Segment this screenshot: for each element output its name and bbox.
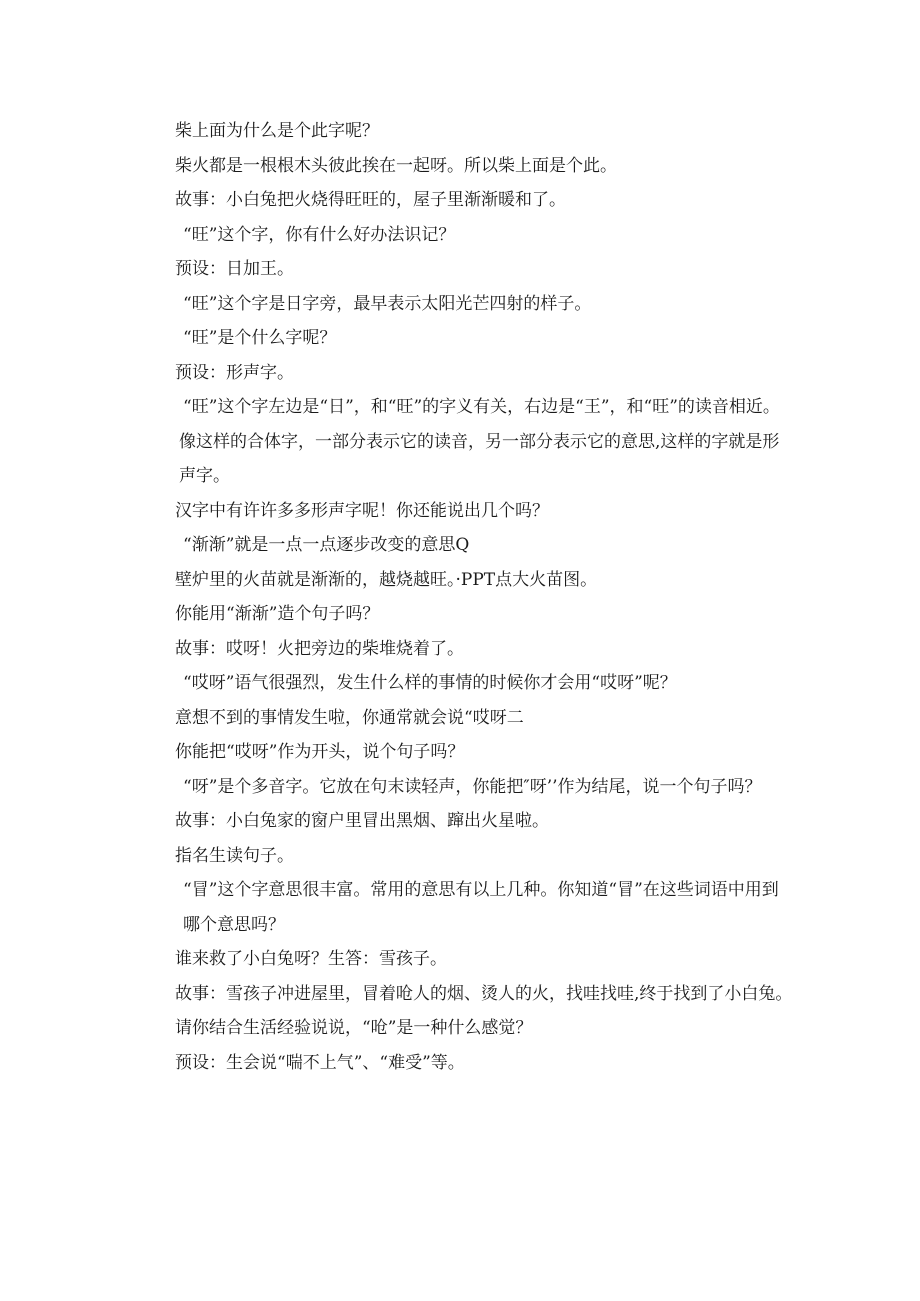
- paragraph: 汉字中有许许多多形声字呢！你还能说出几个吗？: [175, 500, 549, 521]
- paragraph: 像这样的合体字，一部分表示它的读音，另一部分表示它的意思,这样的字就是形声字。: [179, 431, 780, 486]
- paragraph: “旺”这个字左边是“日”，和“旺”的字义有关，右边是“王”，和“旺”的读音相近。: [183, 397, 780, 417]
- paragraph: 故事：小白兔把火烧得旺旺的，屋子里渐渐暖和了。: [175, 190, 566, 210]
- paragraph: 柴上面为什么是个此字呢？: [175, 121, 379, 141]
- paragraph: 故事：雪孩子冲进屋里，冒着呛人的烟、烫人的火，找哇找哇,终于找到了小白兔。: [175, 983, 793, 1004]
- paragraph: 故事：哎呀！火把旁边的柴堆烧着了。: [175, 638, 464, 659]
- paragraph: 你能把“哎呀”作为开头，说个句子吗？: [175, 742, 465, 762]
- paragraph: “旺”这个字，你有什么好办法识记？: [183, 224, 456, 245]
- paragraph: “呀”是个多音字。它放在句末读轻声，你能把″呀’’作为结尾，说一个句子吗？: [183, 776, 762, 797]
- paragraph: 故事：小白兔家的窗户里冒出黑烟、蹿出火星啦。: [175, 811, 549, 831]
- paragraph: “冒”这个字意思很丰富。常用的意思有以上几种。你知道“冒”在这些词语中用到哪个意思吗？: [183, 880, 779, 935]
- paragraph: “渐渐”就是一点一点逐步改变的意思Q: [183, 535, 470, 555]
- paragraph: 预设：生会说“喘不上气”、“难受”等。: [175, 1052, 465, 1073]
- paragraph: “哎呀”语气很强烈，发生什么样的事情的时候你才会用“哎呀”呢？: [183, 673, 677, 693]
- paragraph: “旺”这个字是日字旁，最早表示太阳光芒四射的样子。: [183, 293, 592, 314]
- document-body: [133, 114, 793, 1080]
- paragraph: 指名生读句子。: [175, 845, 294, 866]
- paragraph: 壁炉里的火苗就是渐渐的，越烧越旺。·PPT点大火苗图。: [175, 569, 598, 590]
- paragraph: 预设：日加王。: [175, 259, 294, 279]
- paragraph: 谁来救了小白兔呀？生答：雪孩子。: [175, 949, 447, 969]
- paragraph: 柴火都是一根根木头彼此挨在一起呀。所以柴上面是个此。: [175, 155, 617, 176]
- paragraph: 请你结合生活经验说说，“呛”是一种什么感觉？: [175, 1018, 533, 1038]
- paragraph: 意想不到的事情发生啦，你通常就会说“哎呀二: [175, 707, 524, 728]
- paragraph: 你能用“渐渐”造个句子吗？: [175, 604, 380, 624]
- paragraph: 预设：形声字。: [175, 362, 294, 383]
- paragraph: “旺”是个什么字呢？: [183, 328, 337, 348]
